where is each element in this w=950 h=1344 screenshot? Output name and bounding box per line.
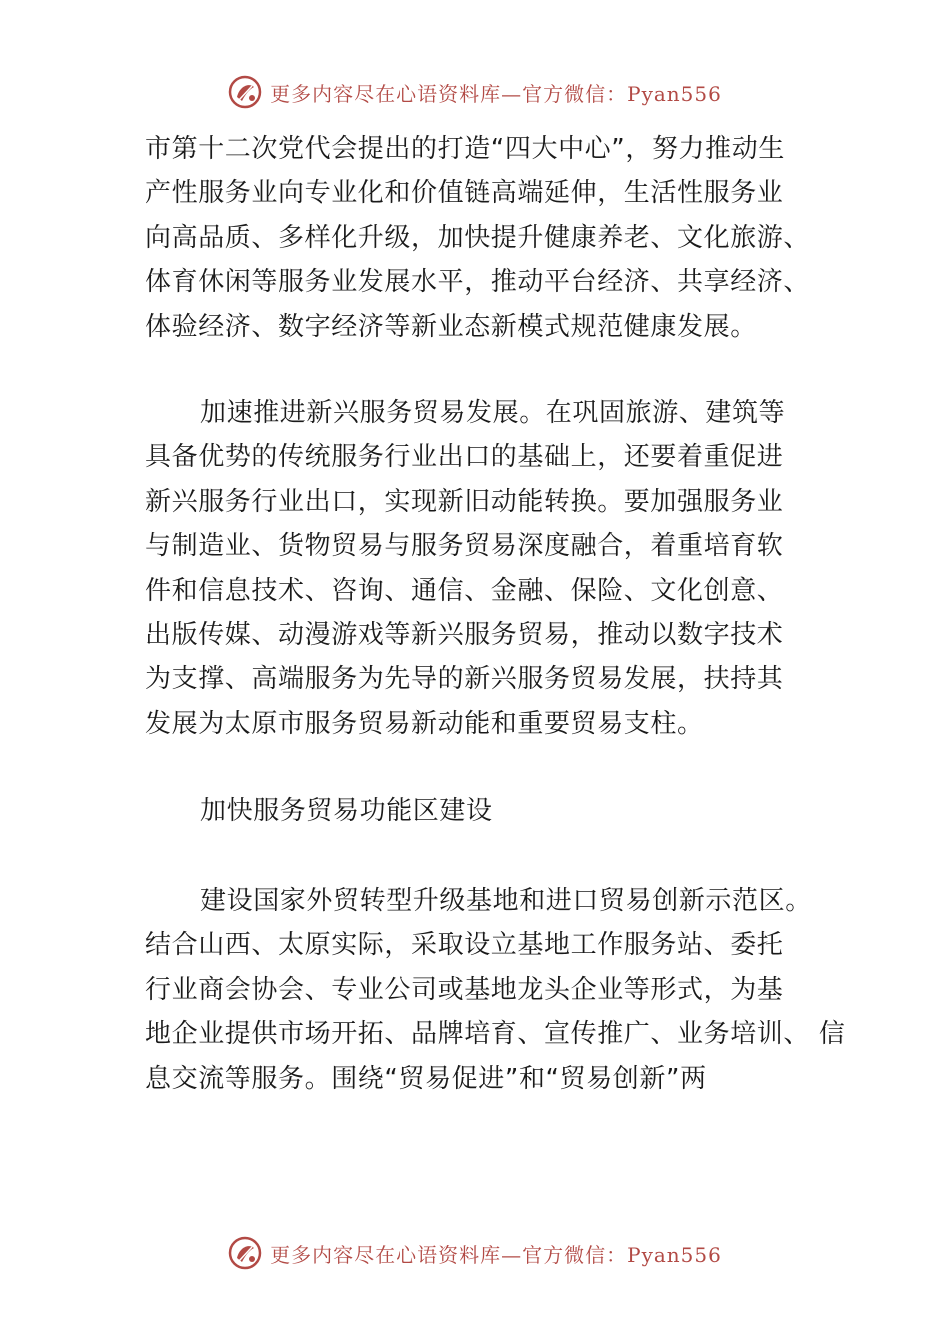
text-line: 件和信息技术、咨询、通信、金融、保险、文化创意、 <box>145 575 784 606</box>
heading-line: 加快服务贸易功能区建设 <box>200 796 493 826</box>
text-line: 具备优势的传统服务行业出口的基础上，还要着重促进 <box>145 442 784 473</box>
section-heading <box>145 789 835 833</box>
text-line: 行业商会协会、专业公司或基地龙头企业等形式，为基 <box>145 974 784 1005</box>
text-line: 发展为太原市服务贸易新动能和重要贸易支柱。 <box>145 708 704 739</box>
header-watermark <box>0 72 950 112</box>
text-line: 结合山西、太原实际，采取设立基地工作服务站、委托 <box>145 930 784 961</box>
brand-logo-icon <box>228 75 262 109</box>
text-line: 产性服务业向专业化和价值链高端延伸，生活性服务业 <box>145 178 784 209</box>
text-line: 与制造业、货物贸易与服务贸易深度融合，着重培育软 <box>145 531 784 562</box>
text-line: 建设国家外贸转型升级基地和进口贸易创新示范区。 <box>200 886 812 916</box>
watermark-text: 更多内容尽在心语资料库—官方微信：Pyan556 <box>270 81 722 106</box>
paragraph-1 <box>145 127 835 349</box>
text-line: 新兴服务行业出口，实现新旧动能转换。要加强服务业 <box>145 486 784 517</box>
text-line: 加速推进新兴服务贸易发展。在巩固旅游、建筑等 <box>200 398 786 428</box>
text-line: 为支撑、高端服务为先导的新兴服务贸易发展，扶持其 <box>145 664 784 695</box>
text-line: 息交流等服务。围绕“贸易促进”和“贸易创新”两 <box>145 1063 707 1094</box>
paragraph-3 <box>145 879 846 1101</box>
text-line: 体验经济、数字经济等新业态新模式规范健康发展。 <box>145 311 757 342</box>
text-line: 地企业提供市场开拓、品牌培育、宣传推广、业务培训、 信 <box>145 1019 846 1050</box>
text-line: 向高品质、多样化升级，加快提升健康养老、文化旅游、 <box>145 222 811 253</box>
paragraph-2 <box>145 391 835 746</box>
text-line: 出版传媒、动漫游戏等新兴服务贸易，推动以数字技术 <box>145 619 784 650</box>
watermark-text: 更多内容尽在心语资料库—官方微信：Pyan556 <box>270 1242 722 1267</box>
brand-logo-icon <box>228 1236 262 1270</box>
text-line: 体育休闲等服务业发展水平，推动平台经济、共享经济、 <box>145 267 811 298</box>
footer-watermark <box>0 1233 950 1273</box>
text-line: 市第十二次党代会提出的打造“四大中心”，努力推动生 <box>145 134 785 164</box>
